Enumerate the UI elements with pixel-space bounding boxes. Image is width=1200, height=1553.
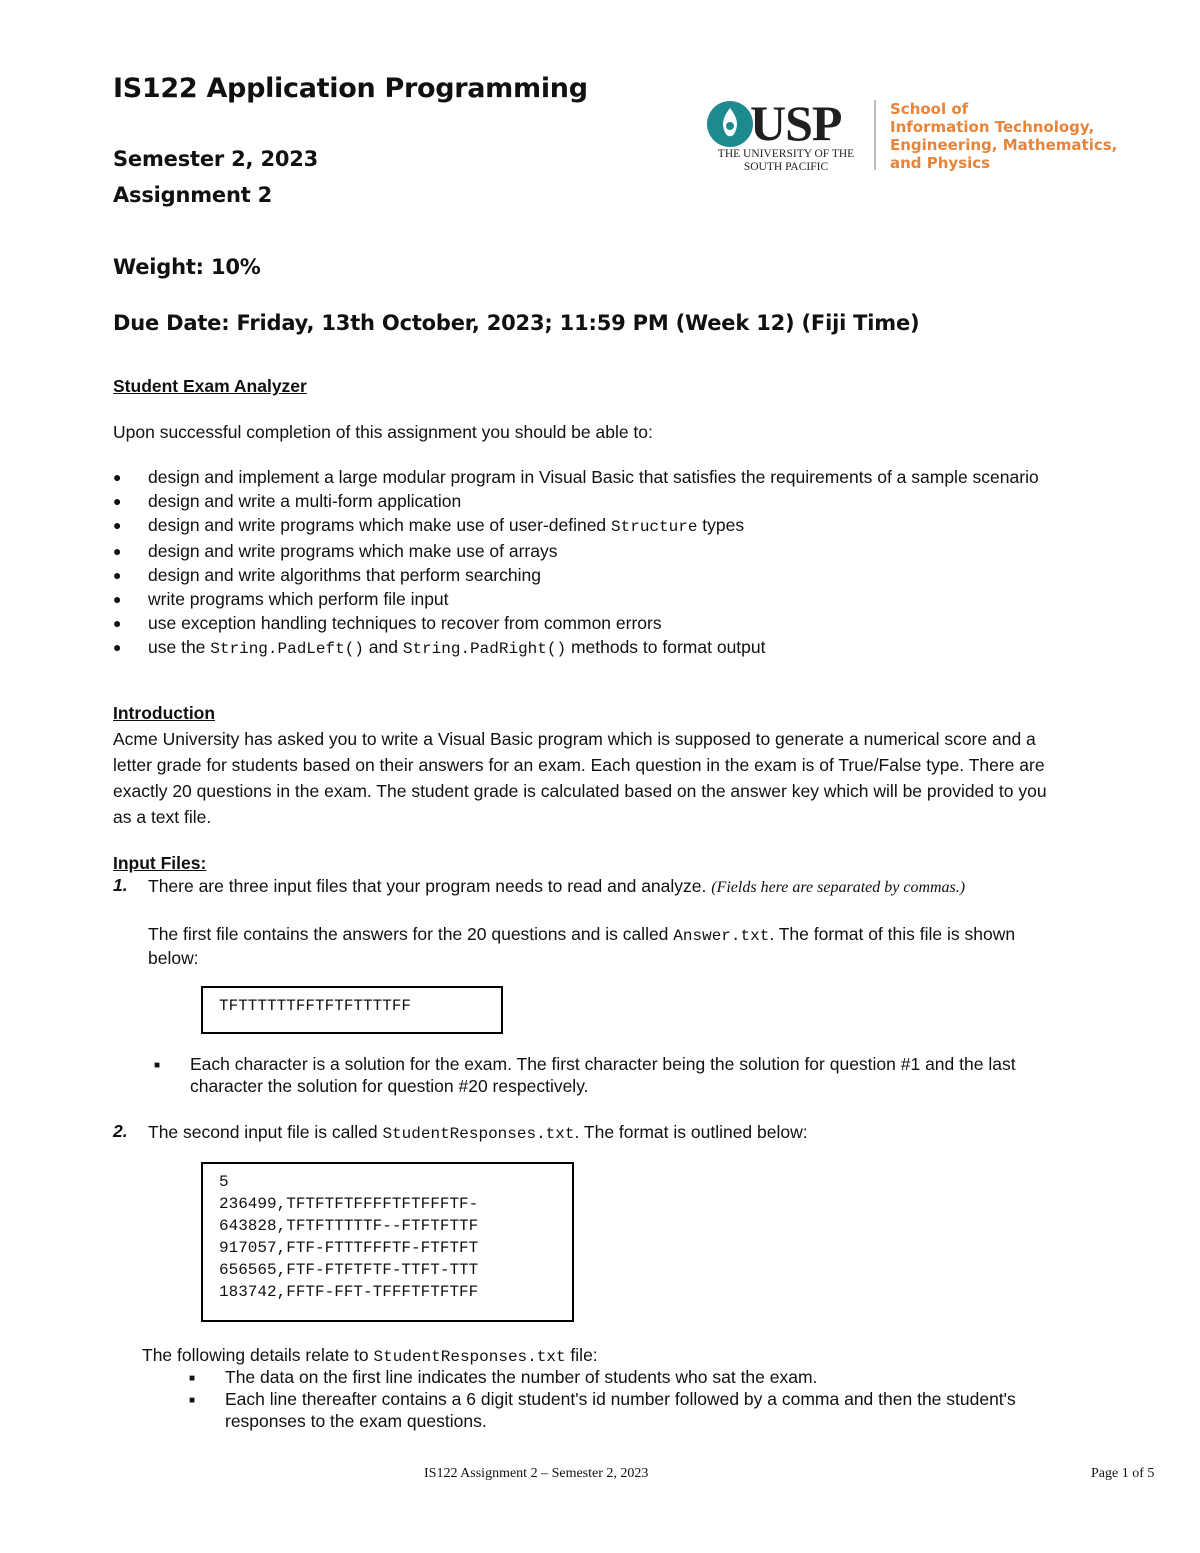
bullet-icon: ● — [113, 543, 122, 559]
item1-text — [148, 875, 1068, 899]
answer-key-box — [201, 986, 503, 1034]
logo-university-line2: SOUTH PACIFIC — [743, 161, 829, 173]
outcome-item — [113, 515, 1073, 538]
logo-school-line: Engineering, Mathematics, — [890, 136, 1118, 154]
semester-label: Semester 2, 2023 — [113, 147, 319, 171]
outcome-item — [113, 637, 1073, 660]
list-item — [183, 1366, 1053, 1388]
answer-notes-list — [148, 1053, 1078, 1097]
details-intro — [142, 1344, 598, 1368]
details-list — [183, 1366, 1053, 1432]
code-term: Structure — [611, 518, 698, 536]
section-title: Student Exam Analyzer — [113, 376, 307, 396]
outcome-item — [113, 467, 1073, 488]
square-bullet-icon: ■ — [154, 1060, 161, 1071]
item2-pre: The second input file is called — [148, 1122, 383, 1142]
code-term: String.PadLeft() — [210, 640, 364, 658]
details-pre: The following details relate to — [142, 1345, 374, 1365]
outcome-text: design and write programs which make use of arrays — [148, 541, 558, 561]
logo-school-line: Information Technology, — [890, 118, 1095, 136]
detail-text: The data on the first line indicates the number of students who sat the exam. — [225, 1367, 818, 1387]
item2-post: . The format is outlined below: — [574, 1122, 808, 1142]
assignment-label: Assignment 2 — [113, 183, 273, 207]
outcome-text: design and write algorithms that perform searching — [148, 565, 541, 585]
square-bullet-icon: ■ — [189, 1395, 196, 1406]
details-filename: StudentResponses.txt — [373, 1348, 566, 1366]
response-line: 643828,TFTFTTTTTF--FTFTFTTF — [219, 1217, 479, 1235]
outcome-text: design and implement a large modular program in Visual Basic that satisfies the requirements of a sample scenario — [148, 467, 1039, 487]
outcome-item — [113, 565, 1073, 586]
outcome-text: use exception handling techniques to recover from common errors — [148, 613, 662, 633]
outcome-text: design and write a multi-form application — [148, 491, 462, 511]
usp-emblem-icon — [706, 100, 754, 148]
code-term: String.PadRight() — [402, 640, 567, 658]
logo-university-name — [706, 148, 866, 174]
item-number: 2. — [113, 1121, 128, 1141]
bullet-icon: ● — [113, 493, 122, 509]
outcome-text: use the — [148, 637, 211, 657]
list-item — [148, 1053, 1078, 1097]
due-date: Due Date: Friday, 13th October, 2023; 11:59 PM (Week 12) (Fiji Time) — [113, 311, 920, 335]
logo-divider — [874, 100, 876, 170]
footer-title: IS122 Assignment 2 – Semester 2, 2023 — [424, 1466, 649, 1481]
bullet-icon: ● — [113, 591, 122, 607]
outcome-text: types — [697, 515, 745, 535]
outcome-item — [113, 613, 1073, 634]
detail-text: Each line thereafter contains a 6 digit student's id number followed by a comma and then the student's responses to the exam questions. — [225, 1389, 1016, 1431]
outcome-item — [113, 589, 1073, 610]
answer-key-text: TFTTTTTTFFTFTFTTTTFF — [219, 997, 412, 1015]
logo-school-line: School of — [890, 100, 969, 118]
bullet-icon: ● — [113, 469, 122, 485]
outcomes-list — [113, 467, 1073, 663]
bullet-icon: ● — [113, 567, 122, 583]
logo-school-line: and Physics — [890, 154, 991, 172]
responses-filename: StudentResponses.txt — [382, 1125, 575, 1143]
response-line: 5 — [219, 1173, 229, 1191]
input-files-heading: Input Files: — [113, 853, 207, 873]
item2-text — [148, 1121, 1068, 1145]
logo-university-line1: THE UNIVERSITY OF THE — [717, 148, 855, 160]
outcome-item — [113, 491, 1073, 512]
weight-label: Weight: 10% — [113, 255, 261, 279]
outcome-item — [113, 541, 1073, 562]
usp-logo — [706, 95, 1126, 178]
answer-note-text: Each character is a solution for the exam. The first character being the solution for question #1 and the last character the solution for question #20 respectively. — [190, 1054, 1016, 1096]
bullet-icon: ● — [113, 517, 122, 533]
logo-usp-mark: USP — [750, 95, 842, 151]
logo-school-name — [890, 100, 1130, 172]
page-number: Page 1 of 5 — [1091, 1466, 1155, 1481]
item1-desc-pre: The first file contains the answers for the 20 questions and is called — [148, 924, 674, 944]
list-item — [183, 1388, 1053, 1432]
student-responses-box — [201, 1162, 574, 1322]
item1-desc-post: . The format of this file is shown below: — [148, 924, 1016, 968]
square-bullet-icon: ■ — [189, 1373, 196, 1384]
bullet-icon: ● — [113, 639, 122, 655]
outcomes-intro: Upon successful completion of this assignment you should be able to: — [113, 422, 653, 442]
introduction-text: Acme University has asked you to write a Visual Basic program which is supposed to generate a numerical score and a letter grade for students based on their answers for an exam. Each question in the exam is of True/False type. There are exactly 20 questions in the exam. The student grade is calculated based on the answer key which will be provided to you as a text file. — [113, 729, 1047, 827]
bullet-icon: ● — [113, 615, 122, 631]
item-number: 1. — [113, 875, 128, 895]
response-line: 917057,FTF-FTTTFFFTF-FTFTFT — [219, 1239, 479, 1257]
outcome-text: design and write programs which make use of user-defined — [148, 515, 612, 535]
answer-filename: Answer.txt — [673, 927, 770, 945]
details-post: file: — [565, 1345, 598, 1365]
outcome-text: and — [363, 637, 403, 657]
outcome-text: methods to format output — [566, 637, 766, 657]
course-title: IS122 Application Programming — [113, 73, 588, 104]
response-line: 183742,FFTF-FFT-TFFFTFTFTFF — [219, 1283, 479, 1301]
item1-description — [148, 923, 1068, 969]
response-line: 656565,FTF-FTFTFTF-TTFT-TTT — [219, 1261, 479, 1279]
introduction-heading: Introduction — [113, 703, 216, 723]
item1-lead: There are three input files that your program needs to read and analyze. — [148, 876, 712, 896]
outcome-text: write programs which perform file input — [148, 589, 449, 609]
response-line: 236499,TFTFTFTFFFFTFTFFFTF- — [219, 1195, 479, 1213]
item1-note: (Fields here are separated by commas.) — [711, 879, 966, 896]
